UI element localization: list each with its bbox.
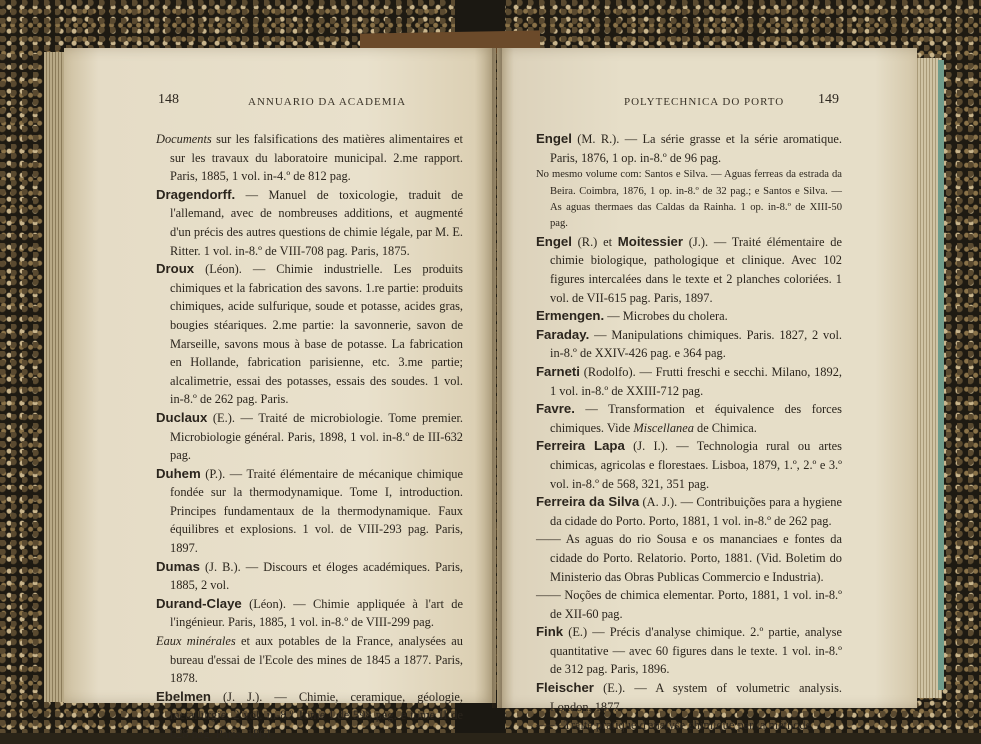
entry-text: sur les falsifications des matières alimentaires et sur les travaux du laboratoire municipal. 2.me rapport. Paris, 1885, 1 vol. in-4.º de 812 pag. [170, 132, 463, 184]
entry-text: de Chimica. [693, 420, 757, 435]
entry-text: (E.) — Précis d'analyse chimique. 2.º partie, analyse quantitative — avec 60 figures dans le texte. 1 vol. in-8.º de 312 pag. Paris, 1896. [550, 625, 842, 677]
entry-text: (E.). — Traité de microbiologie. Tome premier. Microbiologie général. Paris, 1898, 1 vol. in-8.º de III-632 pag. [170, 410, 463, 463]
entry-author: Fleischer [536, 680, 594, 696]
entry-italic-title: Miscellanea [633, 420, 694, 435]
entry-text: —— Noções de chimica elementar. Porto, 1881, 1 vol. in-8.º de XII-60 pag. [536, 588, 842, 621]
entry-text: No mesmo volume com: Santos e Silva. — Aguas ferreas da estrada da Beira. Coimbra, 1876, 1 op. in-8.º de 32 pag.; e Santos e Silva. — As aguas thermaes das Caldas da Rainha. 1 op. in-8.º de XIII-50 pag. [536, 169, 842, 230]
entry-text: (J.). — Traité élémentaire de chimie biologique, pathologique et clinique. Avec 102 figures intercalées dans le texte et 2 planches coloriées. 1 vol. de VII-615 pag. Paris, 1897. [550, 234, 842, 305]
bibliography-entry [536, 586, 842, 623]
entry-text: —— Traité pratique d'analyse chimique par la méthode [536, 718, 812, 733]
entry-author: Engel [536, 131, 572, 146]
entry-author: Farneti [536, 363, 580, 379]
left-page-edges [44, 52, 66, 702]
entry-italic-title: Documents [156, 132, 212, 146]
entry-author: Ferreira Lapa [536, 438, 625, 454]
entry-text: (Léon). — Chimie appliquée à l'art de l'ingénieur. Paris, 1885, 1 vol. in-8.º de VIII-299 pag. [170, 596, 463, 630]
entry-author: Duclaux [156, 409, 208, 425]
bibliography-entry [156, 260, 463, 409]
entry-author: Moitessier [617, 233, 684, 249]
entry-author: Ferreira da Silva [536, 494, 640, 510]
entry-text: (J. B.). — Discours et éloges académiques. Paris, 1885, 2 vol. [170, 559, 463, 593]
bibliography-entry [536, 623, 842, 679]
entry-author: Faraday. [536, 326, 590, 342]
left-running-head: ANNUARIO DA ACADEMIA [248, 96, 407, 108]
right-running-head: POLYTECHNICA DO PORTO [624, 96, 785, 108]
bibliography-entry [536, 716, 842, 735]
right-page-number: 149 [818, 92, 839, 107]
entry-text: et aux potables de la France, analysées au bureau d'essai de l'Ecole des mines de 1845 a 1877. Paris, 1878. [170, 634, 463, 686]
entry-text: — Manuel de toxicologie, traduit de l'allemand, avec de nombreuses additions, et augmenté d'un précis des autres questions de chimie légale, par M. E. Ritter. 1 vol. in-8.º de VIII-708 pag. Paris, 1875. [170, 187, 463, 258]
bibliography-entry [536, 167, 842, 233]
bibliography-entry [536, 400, 842, 437]
bibliography-entry [536, 233, 842, 307]
entry-text: (R.) et [571, 234, 618, 249]
bibliography-entry [156, 130, 463, 186]
entry-author: Durand-Claye [156, 595, 242, 611]
entry-author: Favre. [536, 401, 575, 417]
entry-author: Engel [536, 233, 572, 249]
bibliography-entry [156, 409, 463, 465]
bibliography-entry [156, 465, 463, 558]
entry-text: (P.). — Traité élémentaire de mécanique chimique fondée sur la thermodynamique. Tome I, introduction. Principes fundamentaux de la thermodynamique. Faux équilibres et explosions. 1 vol. de VIII-293 pag. Paris, 1897. [170, 466, 463, 556]
bibliography-entry [536, 326, 842, 363]
entry-author: Ermengen. [536, 308, 605, 324]
entry-text: —— As aguas do rio Sousa e os mananciaes e fontes da cidade do Porto. Relatorio. Porto, 1881. (Vid. Boletim do Ministerio das Obras Publicas Commercio e Industria). [536, 532, 842, 584]
entry-text: (Léon). — Chimie industrielle. Les produits chimiques et la fabrication des savons. 1.re partie: produits chimiques, acide sulfurique, soude et potasse, acides gras, bougies stéariques. 2.me partie: la savonnerie, savon de Marseille, savons mous à base de potasse. La fabrication en Hollande, fabrication parisienne, etc. 3.me partie; alcalimetrie, essai des potasses, essais des soudes. 1 vol. in-8.º de 262 pag. Paris. [170, 262, 463, 407]
bibliography-entry [536, 363, 842, 400]
entry-text: — Microbes du cholera. [604, 309, 728, 324]
entry-text: (M. R.). — La série grasse et la série aromatique. Paris, 1876, 1 op. in-8.º de 96 pag. [550, 132, 842, 165]
entry-author: Dragendorff. [156, 186, 236, 202]
bibliography-entry [536, 130, 842, 167]
bibliography-entry [536, 307, 842, 326]
bibliography-entry [536, 679, 842, 716]
entry-author: Droux [156, 261, 195, 277]
left-page-text [156, 130, 463, 744]
entry-text: (E.). — A system of volumetric analysis. London, 1877. [550, 681, 842, 714]
bibliography-entry [536, 530, 842, 586]
page-gutter [492, 48, 502, 708]
left-page-number: 148 [158, 92, 179, 107]
entry-text: (Rodolfo). — Frutti freschi e secchi. Milano, 1892, 1 vol. in-8.º de XXIII-712 pag. [550, 364, 842, 398]
entry-author: Ebelmen [156, 688, 211, 704]
bibliography-entry [536, 437, 842, 493]
entry-author: Duhem [156, 465, 201, 481]
bibliography-entry [156, 558, 463, 595]
entry-text: — Transformation et équivalence des forces chimiques. Vide [550, 402, 842, 435]
entry-text: (J. J.). — Chimie, ceramique, géologie, metallurgie. 2 vol. in-8.º Tome I de 598 pag. e tome II de 628 pag. Paris, 1861. [170, 689, 463, 741]
entry-text: (J. I.). — Technologia rural ou artes chimicas, agricolas e florestaes. Lisboa, 1879, 1.º, 2.º e 3.º vol. in-8.º de 568, 321, 351 pag. [550, 439, 843, 491]
entry-italic-title: Eaux minérales [156, 634, 236, 649]
right-page-text [536, 130, 842, 735]
bibliography-entry [156, 688, 463, 744]
bibliography-entry [536, 493, 842, 530]
entry-text: — Manipulations chimiques. Paris. 1827, 2 vol. in-8.º de XXIV-426 pag. e 364 pag. [550, 327, 842, 361]
bibliography-entry [156, 595, 463, 632]
bibliography-entry [156, 632, 463, 688]
entry-author: Dumas [156, 558, 200, 574]
right-cover-edge [938, 60, 944, 690]
bibliography-entry [156, 186, 463, 260]
entry-author: Fink [536, 624, 564, 640]
entry-text: (A. J.). — Contribuições para a hygiene da cidade do Porto. Porto, 1881, 1 vol. in-8.º de 262 pag. [550, 495, 842, 528]
